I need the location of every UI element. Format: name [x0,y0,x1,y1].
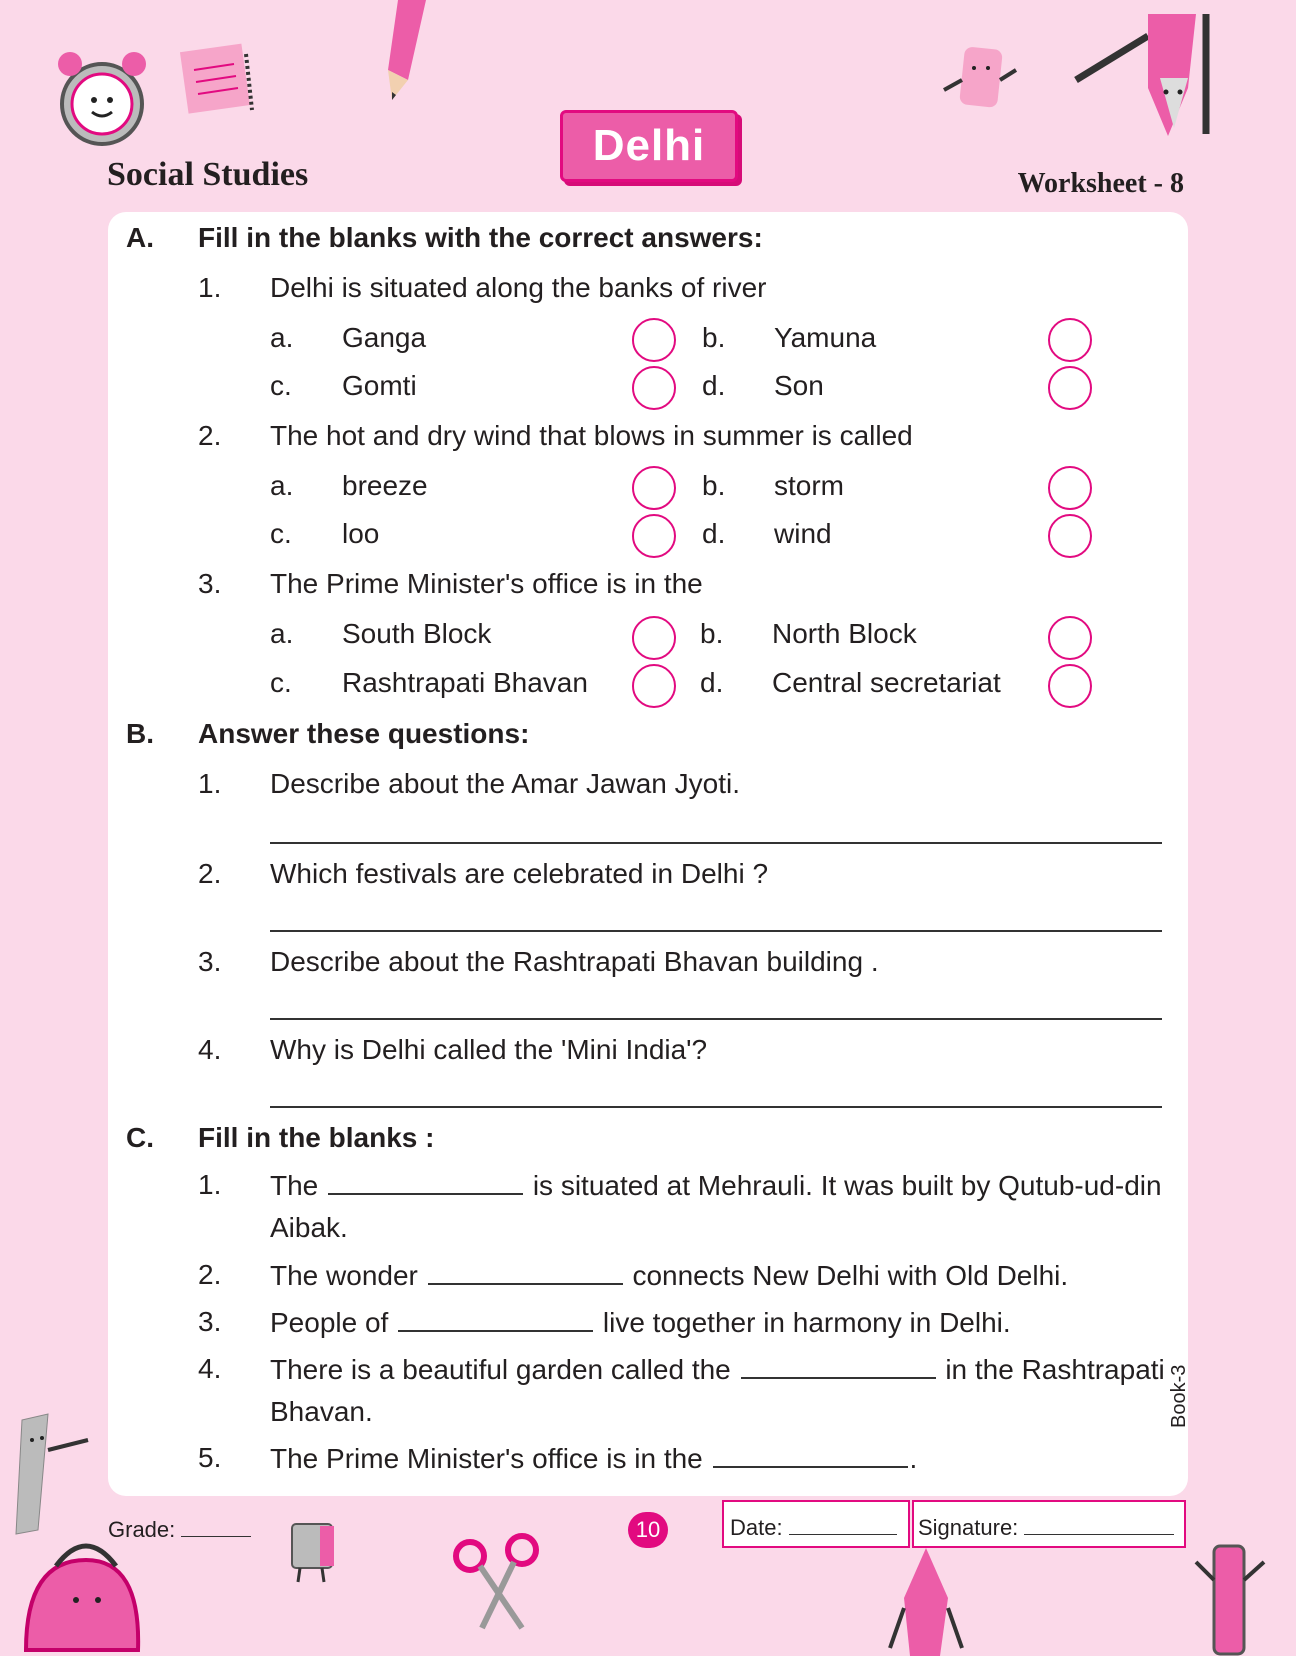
a2-option-a-label: a. [270,470,294,501]
c1-text-before: The [270,1170,319,1201]
alarm-clock-icon [52,42,152,152]
section-a-heading: Fill in the blanks with the correct answers: [198,222,763,253]
c1-text-after: is situated at Mehrauli. It was built by Qutub-ud-din [532,1170,1162,1201]
a1-question: Delhi is situated along the banks of river [270,272,767,303]
a3-option-d-checkbox[interactable] [1048,664,1092,708]
scissors-icon [452,1532,542,1632]
c3-text-after: live together in harmony in Delhi. [602,1307,1011,1338]
date-label: Date: [730,1515,783,1540]
a3-option-d: Central secretariat [772,667,1001,698]
b1-number: 1. [198,768,222,799]
b2-question: Which festivals are celebrated in Delhi ? [270,858,769,889]
a2-option-d-checkbox[interactable] [1048,514,1092,558]
notepad-icon [172,44,262,124]
c2-blank[interactable] [428,1259,623,1285]
b3-number: 3. [198,946,222,977]
a3-option-b: North Block [772,618,917,649]
grade-input-line[interactable] [181,1516,251,1537]
b2-answer-line[interactable] [270,930,1162,932]
c5-text-after: . [909,1443,918,1474]
c2-number: 2. [198,1259,222,1290]
grade-field [108,1516,251,1543]
a3-option-c: Rashtrapati Bhavan [342,667,588,698]
worksheet-title-badge: Delhi [560,110,738,182]
a3-option-b-checkbox[interactable] [1048,616,1092,660]
a1-option-c-checkbox[interactable] [632,366,676,410]
signature-label: Signature: [918,1515,1019,1540]
a2-option-b: storm [774,470,844,501]
date-input-line[interactable] [789,1514,897,1535]
a2-number: 2. [198,420,222,451]
b3-answer-line[interactable] [270,1018,1162,1020]
b4-question: Why is Delhi called the 'Mini India'? [270,1034,708,1065]
c4-sentence [270,1353,1165,1386]
pencil-character-icon [1068,8,1218,138]
page-number: 10 [628,1512,668,1548]
a2-option-c: loo [342,518,380,549]
section-c-letter: C. [126,1122,154,1153]
a2-option-b-checkbox[interactable] [1048,466,1092,510]
section-a-letter: A. [126,222,154,253]
a2-option-c-label: c. [270,518,292,549]
a2-option-d-label: d. [702,518,726,549]
sharpener-icon [282,1516,352,1586]
c2-sentence [270,1259,1068,1292]
a1-option-b-checkbox[interactable] [1048,318,1092,362]
b3-question: Describe about the Rashtrapati Bhavan building . [270,946,879,977]
pencil-character-bottom-icon [886,1548,966,1656]
a3-option-d-label: d. [700,667,724,698]
b4-number: 4. [198,1034,222,1065]
c4-number: 4. [198,1353,222,1384]
a1-option-b-label: b. [702,322,726,353]
c2-text-after: connects New Delhi with Old Delhi. [632,1260,1069,1291]
signature-input-line[interactable] [1024,1514,1174,1535]
a2-option-a: breeze [342,470,428,501]
c4-text-before: There is a beautiful garden called the [270,1354,731,1385]
c1-continuation: Aibak. [270,1212,348,1243]
c1-sentence [270,1169,1162,1202]
section-b-heading: Answer these questions: [198,718,530,749]
signature-box[interactable] [912,1500,1186,1548]
a1-number: 1. [198,272,222,303]
a1-option-a: Ganga [342,322,427,353]
pencil-icon [378,0,438,110]
c3-blank[interactable] [398,1306,593,1332]
a1-option-a-label: a. [270,322,294,353]
a2-option-b-label: b. [702,470,726,501]
a2-option-a-checkbox[interactable] [632,466,676,510]
c4-blank[interactable] [741,1353,936,1379]
a3-option-a-checkbox[interactable] [632,616,676,660]
a2-option-c-checkbox[interactable] [632,514,676,558]
c5-number: 5. [198,1442,222,1473]
backpack-icon [16,1530,146,1650]
a1-option-a-checkbox[interactable] [632,318,676,362]
a3-option-c-checkbox[interactable] [632,664,676,708]
b1-question: Describe about the Amar Jawan Jyoti. [270,768,741,799]
subject-title: Social Studies [107,156,309,193]
section-b-letter: B. [126,718,154,749]
c5-sentence [270,1442,917,1475]
a2-question: The hot and dry wind that blows in summer is called [270,420,913,451]
pen-character-icon [1192,1540,1272,1656]
c3-number: 3. [198,1306,222,1337]
b1-answer-line[interactable] [270,842,1162,844]
a3-question: The Prime Minister's office is in the [270,568,703,599]
a1-option-c: Gomti [342,370,417,401]
eraser-icon [940,40,1020,120]
a3-option-a-label: a. [270,618,294,649]
ruler-character-icon [8,1410,98,1540]
c1-blank[interactable] [328,1169,523,1195]
worksheet-number: Worksheet - 8 [1017,168,1184,199]
a1-option-d-label: d. [702,370,726,401]
c3-sentence [270,1306,1011,1339]
c3-text-before: People of [270,1307,389,1338]
a1-option-b: Yamuna [774,322,877,353]
c1-number: 1. [198,1169,222,1200]
b2-number: 2. [198,858,222,889]
book-label: Book-3 [1168,1364,1190,1428]
a1-option-d: Son [774,370,824,401]
c2-text-before: The wonder [270,1260,418,1291]
b4-answer-line[interactable] [270,1106,1162,1108]
a3-number: 3. [198,568,222,599]
c5-blank[interactable] [713,1442,908,1468]
date-box[interactable] [722,1500,910,1548]
a1-option-d-checkbox[interactable] [1048,366,1092,410]
a3-option-a: South Block [342,618,492,649]
a3-option-b-label: b. [700,618,724,649]
a2-option-d: wind [774,518,832,549]
c5-text-before: The Prime Minister's office is in the [270,1443,703,1474]
a1-option-c-label: c. [270,370,292,401]
c4-continuation: Bhavan. [270,1396,373,1427]
section-c-heading: Fill in the blanks : [198,1122,435,1153]
grade-label: Grade: [108,1517,176,1542]
a3-option-c-label: c. [270,667,292,698]
c4-text-after: in the Rashtrapati [945,1354,1165,1385]
